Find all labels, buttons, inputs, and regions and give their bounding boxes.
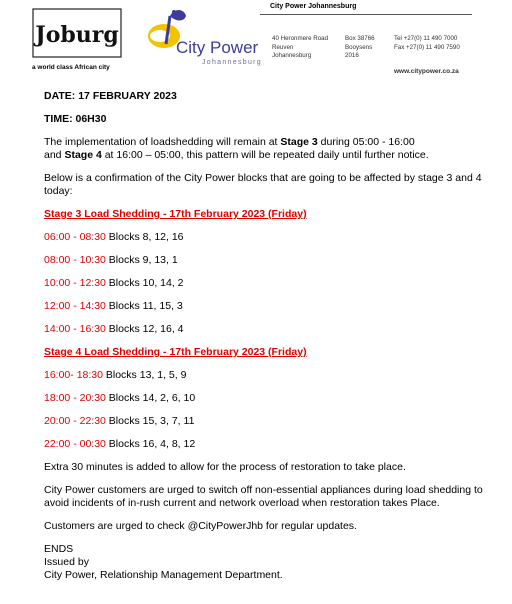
slot-blocks: Blocks 16, 4, 8, 12 xyxy=(105,438,196,450)
company-name: City Power Johannesburg xyxy=(270,3,357,10)
closing-department: City Power, Relationship Management Department. xyxy=(44,569,283,581)
slot-time: 08:00 - 10:30 xyxy=(44,254,106,266)
intro-text: and xyxy=(44,149,65,161)
closing-ends: ENDS xyxy=(44,543,74,555)
slot-time: 10:00 - 12:30 xyxy=(44,277,106,289)
joburg-logo-icon xyxy=(32,8,122,58)
time-line: TIME: 06H30 xyxy=(44,113,107,125)
schedule-slot xyxy=(44,300,490,313)
address-line: Reuven xyxy=(272,43,294,51)
slot-blocks: Blocks 13, 1, 5, 9 xyxy=(102,369,187,381)
stage4-heading: Stage 4 Load Shedding - 17th February 2023 (Friday) xyxy=(44,346,307,358)
slot-time: 18:00 - 20:30 xyxy=(44,392,106,404)
schedule-slot xyxy=(44,231,490,244)
intro-paragraph xyxy=(44,136,490,162)
closing-block xyxy=(44,543,490,582)
slot-time: 16:00- 18:30 xyxy=(44,369,103,381)
slot-time: 22:00 - 00:30 xyxy=(44,438,106,450)
joburg-tagline: a world class African city xyxy=(32,64,110,71)
slot-time: 12:00 - 14:30 xyxy=(44,300,106,312)
intro-text: during 05:00 - 16:00 xyxy=(317,136,415,148)
extra-time-note: Extra 30 minutes is added to allow for the process of restoration to take place. xyxy=(44,461,406,473)
city-power-logo-text: City Power xyxy=(176,38,259,57)
schedule-slot xyxy=(44,323,490,336)
slot-blocks: Blocks 11, 15, 3 xyxy=(105,300,183,312)
slot-blocks: Blocks 8, 12, 16 xyxy=(105,231,184,243)
confirmation-paragraph: Below is a confirmation of the City Power blocks that are going to be affected by stage 3 and 4 today: xyxy=(44,172,482,197)
header-divider xyxy=(260,14,472,15)
joburg-logo-text: Joburg xyxy=(35,22,119,48)
box-line: 2016 xyxy=(345,52,359,59)
slot-blocks: Blocks 10, 14, 2 xyxy=(105,277,184,289)
schedule-slot xyxy=(44,254,490,267)
document-body xyxy=(44,90,490,582)
box-line: Box 38766 xyxy=(345,35,375,42)
date-line: DATE: 17 FEBRUARY 2023 xyxy=(44,90,177,102)
slot-blocks: Blocks 15, 3, 7, 11 xyxy=(105,415,195,427)
phone-line: Tel +27(0) 11 490 7000 xyxy=(394,35,458,42)
stage4-label: Stage 4 xyxy=(64,149,102,161)
slot-time: 14:00 - 16:30 xyxy=(44,323,106,335)
slot-time: 20:00 - 22:30 xyxy=(44,415,106,427)
schedule-slot xyxy=(44,415,490,428)
schedule-slot xyxy=(44,438,490,451)
stage3-label: Stage 3 xyxy=(280,136,318,148)
box-block xyxy=(345,35,375,61)
schedule-slot xyxy=(44,369,490,382)
box-line: Booysens xyxy=(345,43,373,51)
stage3-heading: Stage 3 Load Shedding - 17th February 2023 (Friday) xyxy=(44,208,307,220)
schedule-slot xyxy=(44,277,490,290)
closing-issued-by: Issued by xyxy=(44,556,89,568)
updates-advice: Customers are urged to check @CityPowerJhb for regular updates. xyxy=(44,520,357,532)
intro-text: at 16:00 – 05:00, this pattern will be repeated daily until further notice. xyxy=(101,149,429,161)
slot-blocks: Blocks 9, 13, 1 xyxy=(105,254,178,266)
address-block xyxy=(272,35,328,61)
slot-blocks: Blocks 14, 2, 6, 10 xyxy=(105,392,196,404)
city-power-logo-subtitle: Johannesburg xyxy=(202,59,262,66)
intro-text: The implementation of loadshedding will remain at xyxy=(44,136,281,148)
phone-block xyxy=(394,35,460,52)
address-line: 40 Heronmere Road xyxy=(272,35,329,42)
slot-blocks: Blocks 12, 16, 4 xyxy=(105,323,184,335)
slot-time: 06:00 - 08:30 xyxy=(44,231,106,243)
fax-line: Fax +27(0) 11 490 7590 xyxy=(394,43,460,51)
website-link[interactable]: www.citypower.co.za xyxy=(394,68,459,75)
appliance-advice: City Power customers are urged to switch off non-essential appliances during load shedding to avoid incidents of in-rush current and network overload when restoration takes Place. xyxy=(44,484,483,509)
address-line: Johannesburg xyxy=(272,52,312,59)
schedule-slot xyxy=(44,392,490,405)
